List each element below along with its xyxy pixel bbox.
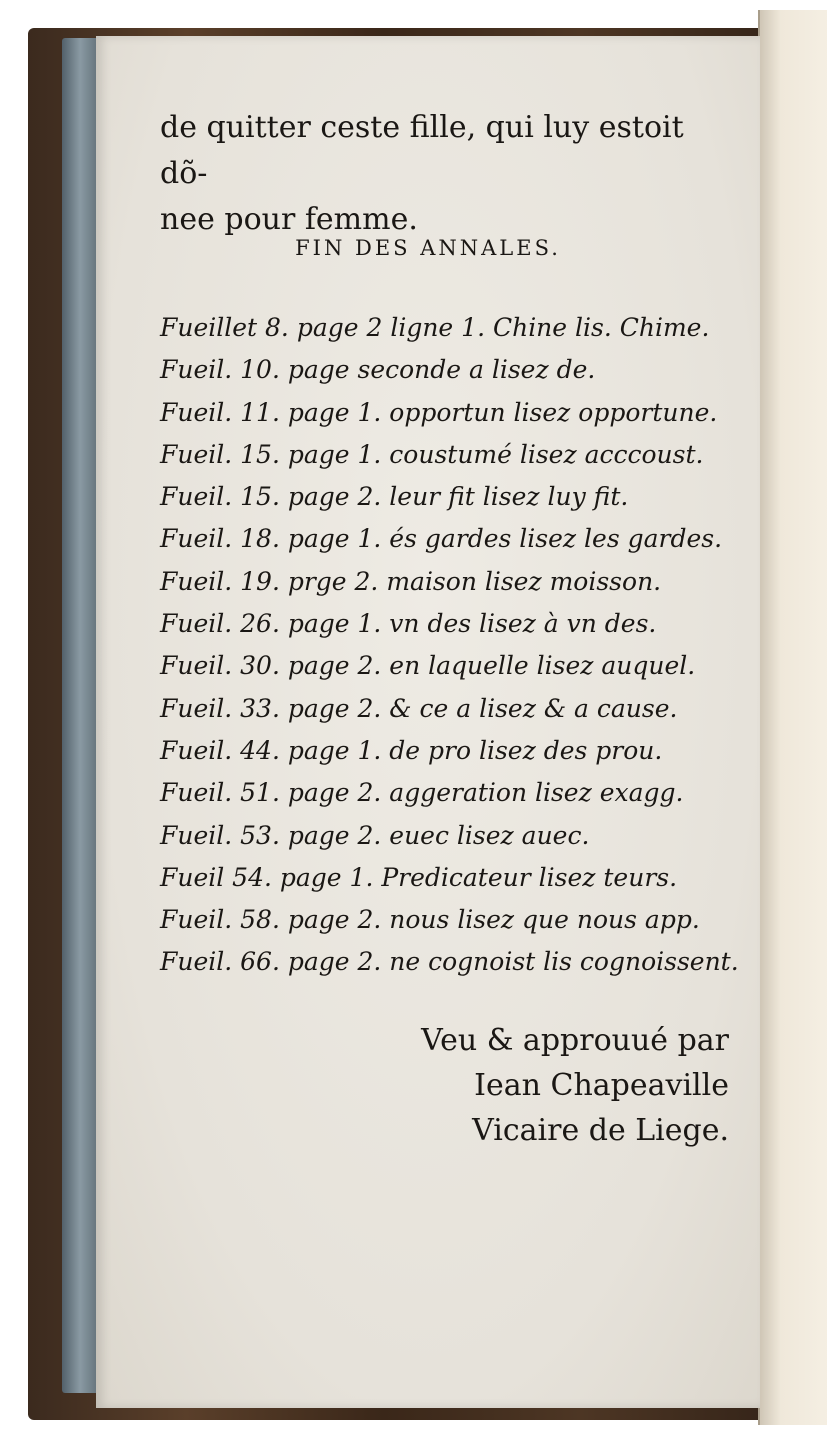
- errata-item: Fueil. 15. page 1. coustumé lisez acccoust.: [160, 439, 704, 469]
- errata-item: Fueil. 58. page 2. nous lisez que nous app.: [160, 905, 700, 935]
- errata-item: Fueil. 18. page 1. és gardes lisez les gardes.: [160, 524, 723, 554]
- end-heading: FIN DES ANNALES.: [295, 236, 561, 260]
- errata-item: Fueil. 11. page 1. opportun lisez opportune.: [160, 397, 718, 427]
- errata-item: Fueil. 51. page 2. aggeration lisez exagg.: [160, 778, 684, 808]
- errata-item: Fueil. 33. page 2. & ce a lisez & a cause.: [160, 693, 678, 723]
- errata-item: Fueil. 15. page 2. leur fit lisez luy fit.: [160, 482, 629, 512]
- continued-text: [160, 105, 740, 243]
- errata-list: [160, 307, 750, 984]
- errata-item: Fueil 54. page 1. Predicateur lisez teurs.: [160, 862, 678, 892]
- errata-item: Fueil. 26. page 1. vn des lisez à vn des.: [160, 609, 657, 639]
- errata-item: Fueil. 10. page seconde a lisez de.: [160, 355, 596, 385]
- text-line: de quitter ceste fille, qui luy estoit dõ-: [160, 110, 684, 191]
- text-line: nee pour femme.: [160, 202, 418, 237]
- errata-item: Fueil. 66. page 2. ne cognoist lis cognoissent.: [160, 947, 739, 977]
- errata-item: Fueillet 8. page 2 ligne 1. Chine lis. Chime.: [160, 313, 710, 342]
- approval-line: Veu & approuué par: [421, 1023, 729, 1058]
- errata-item: Fueil. 44. page 1. de pro lisez des prou.: [160, 735, 663, 765]
- errata-item: Fueil. 53. page 2. euec lisez auec.: [160, 820, 590, 850]
- approval-block: [421, 1018, 729, 1153]
- errata-item: Fueil. 30. page 2. en laquelle lisez auquel.: [160, 651, 696, 681]
- facing-page-edge: [758, 10, 827, 1425]
- approval-line: Iean Chapeaville: [474, 1068, 729, 1103]
- approval-line: Vicaire de Liege.: [472, 1113, 729, 1148]
- errata-item: Fueil. 19. prge 2. maison lisez moisson.: [160, 566, 662, 596]
